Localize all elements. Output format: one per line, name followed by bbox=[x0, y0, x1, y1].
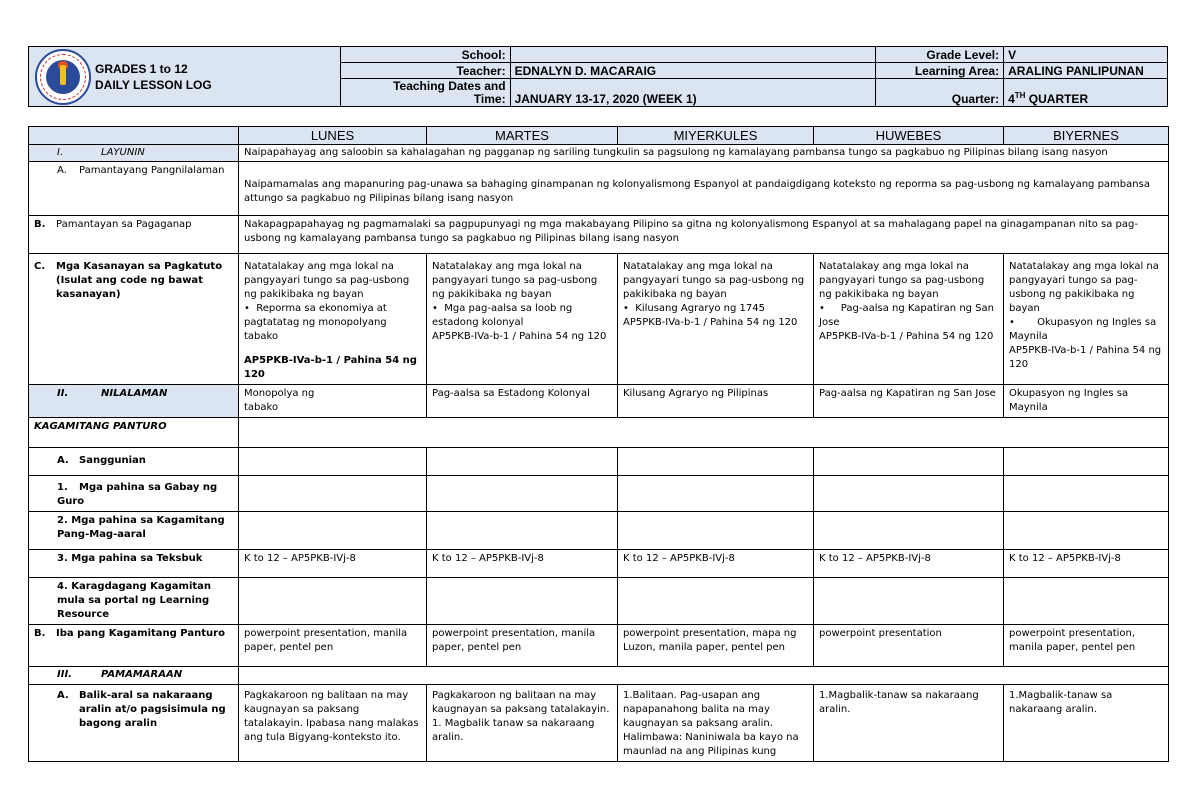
day-header-miyerkules: MIYERKULES bbox=[618, 127, 814, 145]
sanggunian-label bbox=[29, 448, 239, 476]
pp-num: A. bbox=[57, 165, 67, 176]
karagdagang-huwebes bbox=[814, 578, 1004, 625]
sg-text: Sanggunian bbox=[79, 455, 146, 466]
layunin-label bbox=[29, 145, 239, 162]
nilalaman-lunes: Monopolya ng tabako bbox=[239, 385, 427, 418]
day-header-martes: MARTES bbox=[427, 127, 618, 145]
pm-num: III. bbox=[57, 669, 72, 680]
title-line-2: DAILY LESSON LOG bbox=[95, 77, 212, 92]
teksbuk-label: 3. Mga pahina sa Teksbuk bbox=[29, 550, 239, 578]
ks-bullet-4: • Okupasyon ng Ingles sa Maynila bbox=[1009, 317, 1157, 342]
teacher-value: EDNALYN D. MACARAIG bbox=[510, 63, 876, 79]
lesson-log-table bbox=[28, 126, 1169, 762]
ks-intro-2: Natatalakay ang mga lokal na pangyayari tungo sa pag-usbong ng pakikibaka ng bayan bbox=[623, 261, 805, 300]
karagdagang-martes bbox=[427, 578, 618, 625]
title-line-1: GRADES 1 to 12 bbox=[95, 61, 188, 76]
quarter-sup: TH bbox=[1014, 91, 1026, 100]
dates-label-2: Time: bbox=[473, 92, 506, 106]
ks-text: Mga Kasanayan sa Pagkatuto (Isulat ang code ng bawat kasanayan) bbox=[56, 261, 223, 300]
karagdagang-biyernes bbox=[1004, 578, 1169, 625]
kasanayan-lunes bbox=[239, 254, 427, 385]
sanggunian-martes bbox=[427, 448, 618, 476]
nilalaman-miyerkules: Kilusang Agraryo ng Pilipinas bbox=[618, 385, 814, 418]
balik-aral-huwebes: 1.Magbalik-tanaw sa nakaraang aralin. bbox=[814, 685, 1004, 762]
pg-text: Pamantayan sa Pagaganap bbox=[56, 219, 192, 230]
gabay-label bbox=[29, 476, 239, 512]
sanggunian-biyernes bbox=[1004, 448, 1169, 476]
karagdagang-miyerkules bbox=[618, 578, 814, 625]
sanggunian-miyerkules bbox=[618, 448, 814, 476]
karagdagang-lunes bbox=[239, 578, 427, 625]
sanggunian-lunes bbox=[239, 448, 427, 476]
learning-area-value: ARALING PANLIPUNAN bbox=[1004, 63, 1168, 79]
teksbuk-lunes: K to 12 – AP5PKB-IVj-8 bbox=[239, 550, 427, 578]
teksbuk-biyernes: K to 12 – AP5PKB-IVj-8 bbox=[1004, 550, 1169, 578]
teksbuk-miyerkules: K to 12 – AP5PKB-IVj-8 bbox=[618, 550, 814, 578]
balik-aral-biyernes: 1.Magbalik-tanaw sa nakaraang aralin. bbox=[1004, 685, 1169, 762]
pamantayan-pagganap-value: Nakapagpapahayag ng pagmamalaki sa pagpupunyagi ng mga makabayang Pilipino sa gitna ng kolonyalismong Espanyol at sa mahalagang papel na ginagampanan nito sa pag-usbong ng kamalayang pambansa tungo sa pagkabuo ng Pilipinas bilang isang nasyon bbox=[239, 216, 1169, 254]
ip-text: Iba pang Kagamitang Panturo bbox=[56, 628, 225, 639]
kasanayan-biyernes bbox=[1004, 254, 1169, 385]
kasanayan-martes bbox=[427, 254, 618, 385]
pamantayang-pangnilalaman-label bbox=[29, 162, 239, 216]
gabay-miyerkules bbox=[618, 476, 814, 512]
grade-level-label: Grade Level: bbox=[876, 47, 1004, 63]
ks-code-1: AP5PKB-IVa-b-1 / Pahina 54 ng 120 bbox=[432, 331, 607, 342]
pm-text: PAMAMARAAN bbox=[101, 669, 183, 680]
pamamaraan-label bbox=[29, 667, 239, 685]
pamamaraan-value bbox=[239, 667, 1169, 685]
teksbuk-huwebes: K to 12 – AP5PKB-IVj-8 bbox=[814, 550, 1004, 578]
kagamitang-value bbox=[239, 418, 1169, 448]
iba-pang-biyernes: powerpoint presentation, manila paper, pentel pen bbox=[1004, 625, 1169, 667]
kagamitang-mag-aaral-label: 2. Mga pahina sa Kagamitang Pang-Mag-aaral bbox=[29, 512, 239, 550]
kasanayan-huwebes bbox=[814, 254, 1004, 385]
karagdagang-label: 4. Karagdagang Kagamitan mula sa portal ng Learning Resource bbox=[29, 578, 239, 625]
layunin-num: I. bbox=[57, 147, 64, 158]
ks-code-4: AP5PKB-IVa-b-1 / Pahina 54 ng 120 bbox=[1009, 345, 1162, 370]
kmaa-biyernes bbox=[1004, 512, 1169, 550]
ks-bullet-2: • Kilusang Agraryo ng 1745 bbox=[623, 303, 765, 314]
ks-bullet-3: • Pag-aalsa ng Kapatiran ng San Jose bbox=[819, 303, 994, 328]
iba-pang-martes: powerpoint presentation, manila paper, pentel pen bbox=[427, 625, 618, 667]
ks-bullet-1: • Mga pag-aalsa sa loob ng estadong kolonyal bbox=[432, 303, 573, 328]
layunin-text: LAYUNIN bbox=[101, 147, 145, 158]
layunin-value: Naipapahayag ang saloobin sa kahalagahan ng pagganap ng sariling tungkulin sa pagsulong ng kamalayang pambansa tungo sa pagkabuo ng Pilipinas bilang isang nasyon bbox=[239, 145, 1169, 162]
ks-intro-3: Natatalakay ang mga lokal na pangyayari tungo sa pag-usbong ng pakikibaka ng bayan bbox=[819, 261, 985, 300]
iba-pang-miyerkules: powerpoint presentation, mapa ng Luzon, manila paper, pentel pen bbox=[618, 625, 814, 667]
gabay-martes bbox=[427, 476, 618, 512]
gabay-biyernes bbox=[1004, 476, 1169, 512]
ba-text: Balik-aral sa nakaraang aralin at/o pagsisimula ng bagong aralin bbox=[79, 690, 226, 729]
ks-num: C. bbox=[34, 261, 46, 272]
bullet-icon: • bbox=[819, 303, 841, 314]
teacher-label: Teacher: bbox=[340, 63, 510, 79]
teksbuk-martes: K to 12 – AP5PKB-IVj-8 bbox=[427, 550, 618, 578]
ks-intro-4: Natatalakay ang mga lokal na pangyayari tungo sa pag-usbong ng pakikibaka ng bayan bbox=[1009, 261, 1159, 314]
quarter-value bbox=[1004, 79, 1168, 107]
balik-aral-martes: Pagkakaroon ng balitaan na may kaugnayan sa paksang tatalakayin. 1. Magbalik tanaw sa nakaraang aralin. bbox=[427, 685, 618, 762]
nilalaman-huwebes: Pag-aalsa ng Kapatiran ng San Jose bbox=[814, 385, 1004, 418]
balik-aral-lunes: Pagkakaroon ng balitaan na may kaugnayan sa paksang tatalakayin. Ipabasa nang malakas ang tula Bigyang-konteksto ito. bbox=[239, 685, 427, 762]
nilalaman-martes: Pag-aalsa sa Estadong Kolonyal bbox=[427, 385, 618, 418]
header-title-cell bbox=[29, 47, 341, 107]
dates-label-1: Teaching Dates and bbox=[393, 79, 506, 93]
school-label: School: bbox=[340, 47, 510, 63]
header-table bbox=[28, 46, 1168, 107]
day-header-huwebes: HUWEBES bbox=[814, 127, 1004, 145]
kmaa-lunes bbox=[239, 512, 427, 550]
day-header-biyernes: BIYERNES bbox=[1004, 127, 1169, 145]
ks-intro-1: Natatalakay ang mga lokal na pangyayari tungo sa pag-usbong ng pakikibaka ng bayan bbox=[432, 261, 598, 300]
quarter-rest: QUARTER bbox=[1025, 92, 1089, 106]
deped-seal-icon bbox=[35, 49, 91, 105]
kasanayan-label bbox=[29, 254, 239, 385]
ks-code-0: AP5PKB-IVa-b-1 / Pahina 54 ng 120 bbox=[244, 355, 417, 380]
learning-area-label: Learning Area: bbox=[876, 63, 1004, 79]
dates-label bbox=[340, 79, 510, 107]
bullet-icon: • bbox=[244, 303, 257, 314]
kasanayan-miyerkules bbox=[618, 254, 814, 385]
school-value bbox=[510, 47, 876, 63]
pamantayang-pangnilalaman-value: Naipamamalas ang mapanuring pag-unawa sa bahaging ginampanan ng kolonyalismong Espanyol at pandaigdigang koteksto ng reporma sa pag-usbong ng kamalayang pambansa attungo sa pagkabuo ng Pilipinas bilang isang nasyon bbox=[239, 162, 1169, 216]
nil-text: NILALAMAN bbox=[101, 388, 168, 399]
quarter-num: 4 bbox=[1008, 92, 1015, 106]
quarter-label: Quarter: bbox=[876, 79, 1004, 107]
dates-value: JANUARY 13-17, 2020 (WEEK 1) bbox=[510, 79, 876, 107]
gabay-lunes bbox=[239, 476, 427, 512]
iba-pang-lunes: powerpoint presentation, manila paper, pentel pen bbox=[239, 625, 427, 667]
iba-pang-label bbox=[29, 625, 239, 667]
pp-text: Pamantayang Pangnilalaman bbox=[79, 165, 225, 176]
ks-bullet-0: • Reporma sa ekonomiya at pagtatatag ng monopolyang tabako bbox=[244, 303, 387, 342]
nilalaman-biyernes: Okupasyon ng Ingles sa Maynila bbox=[1004, 385, 1169, 418]
sg-num: A. bbox=[57, 455, 69, 466]
ks-code-2: AP5PKB-IVa-b-1 / Pahina 54 ng 120 bbox=[623, 317, 798, 328]
bullet-icon: • bbox=[1009, 317, 1038, 328]
corner-cell bbox=[29, 127, 239, 145]
bullet-icon: • bbox=[432, 303, 445, 314]
ks-intro-0: Natatalakay ang mga lokal na pangyayari tungo sa pag-usbong ng pakikibaka ng bayan bbox=[244, 261, 410, 300]
day-header-lunes: LUNES bbox=[239, 127, 427, 145]
ks-code-3: AP5PKB-IVa-b-1 / Pahina 54 ng 120 bbox=[819, 331, 994, 342]
kmaa-huwebes bbox=[814, 512, 1004, 550]
sanggunian-huwebes bbox=[814, 448, 1004, 476]
grade-level-value: V bbox=[1004, 47, 1168, 63]
ba-num: A. bbox=[57, 690, 69, 701]
bullet-icon: • bbox=[623, 303, 636, 314]
pg-num: B. bbox=[34, 219, 46, 230]
pamantayan-pagganap-label bbox=[29, 216, 239, 254]
nilalaman-label bbox=[29, 385, 239, 418]
balik-aral-label bbox=[29, 685, 239, 762]
ip-num: B. bbox=[34, 628, 46, 639]
iba-pang-huwebes: powerpoint presentation bbox=[814, 625, 1004, 667]
kmaa-miyerkules bbox=[618, 512, 814, 550]
gb-num: 1. bbox=[57, 482, 68, 493]
balik-aral-miyerkules: 1.Balitaan. Pag-usapan ang napapanahong balita na may kaugnayan sa paksang aralin. Halimbawa: Naniniwala ba kayo na maunlad na ang Pilipinas kung bbox=[618, 685, 814, 762]
kagamitang-label: KAGAMITANG PANTURO bbox=[29, 418, 239, 448]
gb-text: Mga pahina sa Gabay ng Guro bbox=[57, 482, 218, 507]
nil-num: II. bbox=[57, 388, 69, 399]
kmaa-martes bbox=[427, 512, 618, 550]
gabay-huwebes bbox=[814, 476, 1004, 512]
